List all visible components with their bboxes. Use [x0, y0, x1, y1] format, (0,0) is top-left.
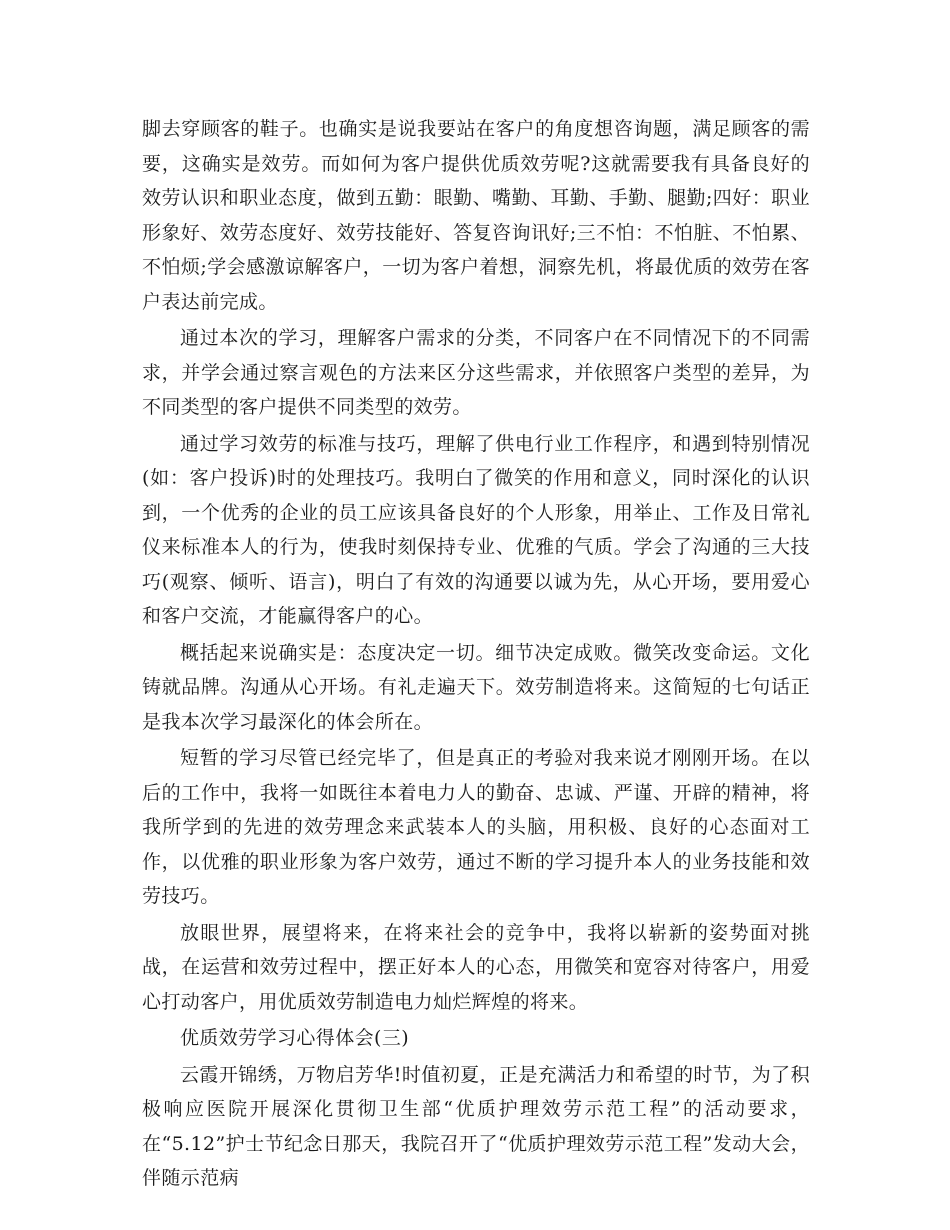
paragraph-2: 通过本次的学习，理解客户需求的分类，不同客户在不同情况下的不同需求，并学会通过察言观色的方法来区分这些需求，并依照客户类型的差异，为不同类型的客户提供不同类型的效劳。	[142, 327, 810, 418]
document-body	[142, 112, 810, 1198]
paragraph-4: 概括起来说确实是：态度决定一切。细节决定成败。微笑改变命运。文化铸就品牌。沟通从心开场。有礼走遍天下。效劳制造将来。这简短的七句话正是我本次学习最深化的体会所在。	[142, 641, 810, 733]
paragraph-3: 通过学习效劳的标准与技巧，理解了供电行业工作程序，和遇到特别情况(如：客户投诉)时的处理技巧。我明白了微笑的作用和意义，同时深化的认识到，一个优秀的企业的员工应该具备良好的个人形象，用举止、工作及日常礼仪来标准本人的行为，使我时刻保持专业、优雅的气质。学会了沟通的三大技巧(观察、倾听、语言)，明白了有效的沟通要以诚为先，从心开场，要用爱心和客户交流，才能赢得客户的心。	[142, 432, 810, 627]
paragraph-7: 云霞开锦绣，万物启芳华!时值初夏，正是充满活力和希望的时节，为了积极响应医院开展深化贯彻卫生部“优质护理效劳示范工程”的活动要求，在“5.12”护士节纪念日那天，我院召开了“优质护理效劳示范工程”发动大会，伴随示范病	[142, 1063, 810, 1189]
paragraph-5: 短暂的学习尽管已经完毕了，但是真正的考验对我来说才刚刚开场。在以后的工作中，我将一如既往本着电力人的勤奋、忠诚、严谨、开辟的精神，将我所学到的先进的效劳理念来武装本人的头脑，用积极、良好的心态面对工作，以优雅的职业形象为客户效劳，通过不断的学习提升本人的业务技能和效劳技巧。	[142, 747, 810, 907]
paragraph-1: 脚去穿顾客的鞋子。也确实是说我要站在客户的角度想咨询题，满足顾客的需要，这确实是效劳。而如何为客户提供优质效劳呢?这就需要我有具备良好的效劳认识和职业态度，做到五勤：眼勤、嘴勤、耳勤、手勤、腿勤;四好：职业形象好、效劳态度好、效劳技能好、答复咨询讯好;三不怕：不怕脏、不怕累、不怕烦;学会感激谅解客户，一切为客户着想，洞察先机，将最优质的效劳在客户表达前完成。	[142, 118, 810, 313]
paragraph-6: 放眼世界，展望将来，在将来社会的竞争中，我将以崭新的姿势面对挑战，在运营和效劳过程中，摆正好本人的心态，用微笑和宽容对待客户，用爱心打动客户，用优质效劳制造电力灿烂辉煌的将来。	[142, 921, 810, 1013]
section-heading: 优质效劳学习心得体会(三)	[180, 1027, 410, 1049]
